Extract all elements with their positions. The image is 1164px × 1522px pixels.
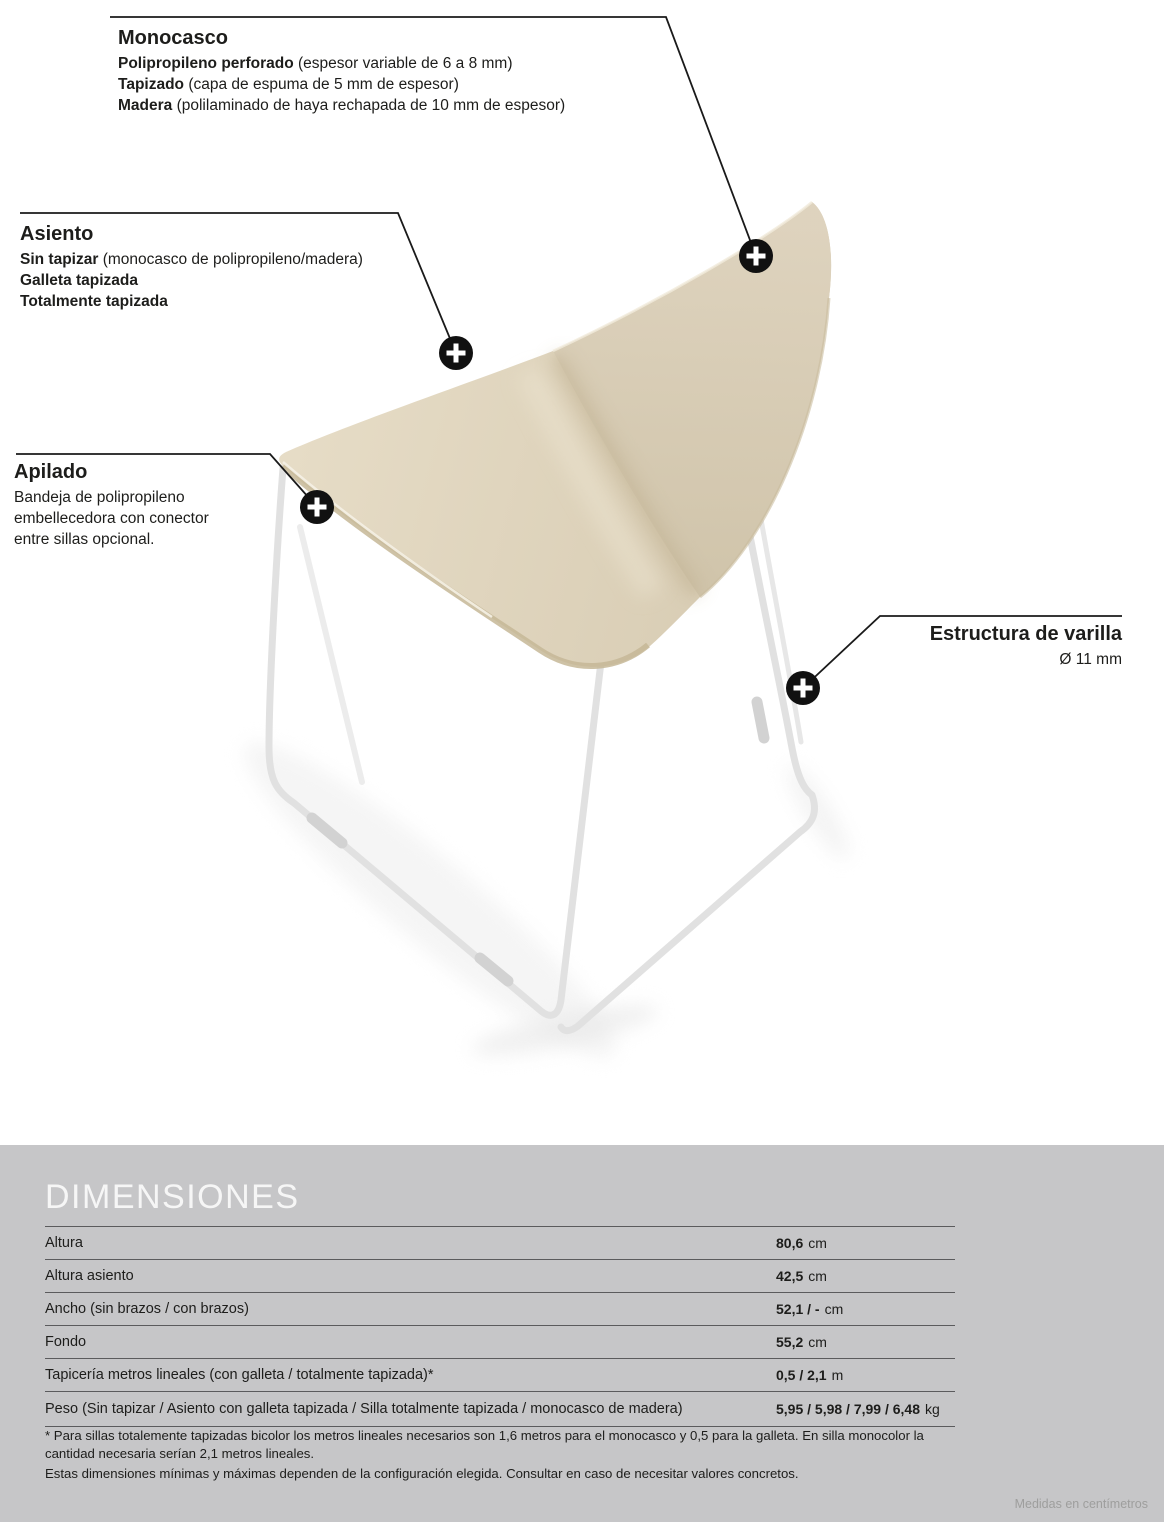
dimension-unit: cm (808, 1235, 827, 1251)
dimension-value: 0,5 / 2,1 (776, 1367, 827, 1383)
dimensions-table (45, 1226, 955, 1427)
callout-title: Estructura de varilla (929, 623, 1122, 645)
hotspot-monocasco-icon[interactable] (739, 239, 773, 273)
callout-line: Galleta tapizada (20, 272, 139, 289)
callout-line: Sin tapizar (monocasco de polipropileno/madera) (20, 251, 363, 268)
dimension-label: Fondo (45, 1334, 87, 1350)
callout-apilado (14, 460, 209, 550)
dimensions-panel (0, 1145, 1164, 1522)
table-row (45, 1292, 955, 1325)
dimension-value: 80,6 (776, 1235, 804, 1251)
callout-monocasco (118, 26, 565, 116)
dimension-unit: cm (824, 1301, 844, 1317)
dimension-label: Tapicería metros lineales (con galleta / totalmente tapizada)* (45, 1367, 434, 1383)
dimension-value: 5,95 / 5,98 / 7,99 / 6,48 (776, 1401, 920, 1417)
dimension-value: 55,2 (776, 1334, 804, 1350)
dimensions-title: DIMENSIONES (45, 1178, 300, 1216)
hotspot-asiento-icon[interactable] (439, 336, 473, 370)
dimension-unit: kg (925, 1401, 940, 1417)
dimension-value: 42,5 (776, 1268, 804, 1284)
dimension-label: Altura (45, 1235, 83, 1251)
callout-line: Madera (polilaminado de haya rechapada de 10 mm de espesor) (118, 97, 566, 114)
dimension-unit: m (831, 1367, 844, 1383)
callout-line: entre sillas opcional. (14, 531, 155, 548)
callout-line: Polipropileno perforado (espesor variable de 6 a 8 mm) (118, 55, 513, 72)
hotspot-estructura-icon[interactable] (786, 671, 820, 705)
table-row (45, 1391, 955, 1427)
callout-estructura (930, 622, 1122, 670)
callout-line: Totalmente tapizada (20, 293, 168, 310)
units-note: Medidas en centímetros (1014, 1497, 1148, 1511)
rod-diameter: Ø 11 mm (1059, 651, 1122, 668)
dimension-label: Altura asiento (45, 1268, 134, 1284)
callout-line: Bandeja de polipropileno (14, 489, 185, 506)
callout-title: Monocasco (118, 27, 229, 49)
footnote-upholstery: * Para sillas totalemente tapizadas bicolor los metros lineales necesarios son 1,6 metros para el monocasco y 0,5 para la galleta. En silla monocolor la cantidad necesaria serían 2,1 metros lineales. (45, 1428, 924, 1461)
table-row (45, 1358, 955, 1391)
footnote-config: Estas dimensiones mínimas y máximas dependen de la configuración elegida. Consultar en caso de necesitar valores concretos. (45, 1466, 799, 1481)
callout-title: Asiento (20, 223, 94, 245)
table-row (45, 1259, 955, 1292)
hotspot-apilado-icon[interactable] (300, 490, 334, 524)
floor-shadow (219, 714, 858, 1087)
dimension-label: Peso (Sin tapizar / Asiento con galleta tapizada / Silla totalmente tapizada / monocasco de madera) (45, 1401, 683, 1417)
dimension-value: 52,1 / - (776, 1301, 820, 1317)
dimension-unit: cm (808, 1268, 827, 1284)
callout-line: Tapizado (capa de espuma de 5 mm de espesor) (118, 76, 459, 93)
dimension-unit: cm (808, 1334, 827, 1350)
callout-asiento (20, 222, 363, 312)
table-row (45, 1226, 955, 1259)
table-row (45, 1325, 955, 1358)
callout-title: Apilado (14, 461, 88, 483)
dimension-label: Ancho (sin brazos / con brazos) (45, 1301, 249, 1317)
callout-line: embellecedora con conector (14, 510, 209, 527)
